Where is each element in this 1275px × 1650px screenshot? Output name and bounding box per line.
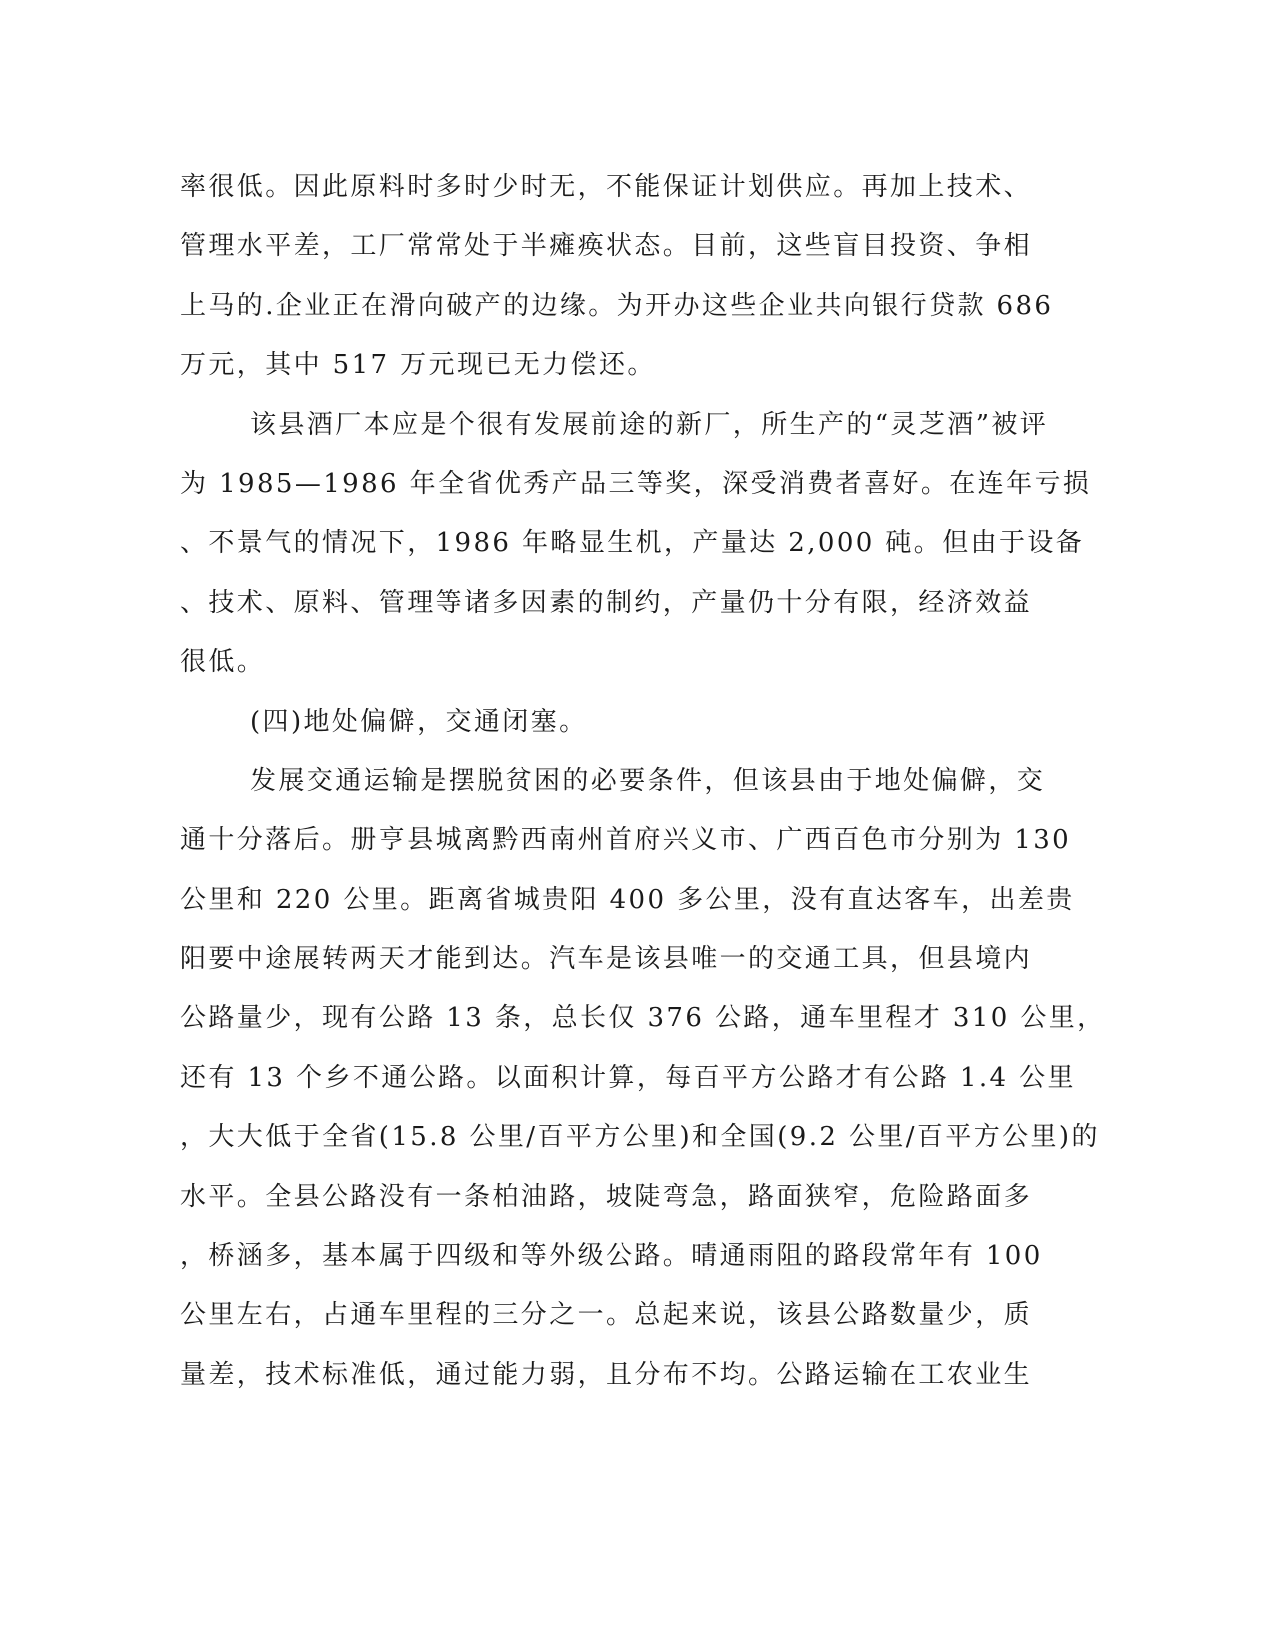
text-line: 公路量少，现有公路 13 条，总长仅 376 公路，通车里程才 310 公里， xyxy=(180,1003,1106,1034)
text-line: 万元，其中 517 万元现已无力偿还。 xyxy=(180,350,656,381)
text-line: 、不景气的情况下，1986 年略显生机，产量达 2,000 砘。但由于设备 xyxy=(180,528,1085,559)
paragraph-start-line: 该县酒厂本应是个很有发展前途的新厂，所生产的“灵芝酒”被评 xyxy=(250,409,1049,440)
text-line: 、技术、原料、管理等诸多因素的制约，产量仍十分有限，经济效益 xyxy=(180,587,1033,618)
text-line: 通十分落后。册亨县城离黔西南州首府兴义市、广西百色市分别为 130 xyxy=(180,825,1072,856)
text-line: 率很低。因此原料时多时少时无，不能保证计划供应。再加上技术、 xyxy=(180,172,1033,202)
body-text xyxy=(180,158,1106,1405)
text-line: 上马的.企业正在滑向破产的边缘。为开办这些企业共向银行贷款 686 xyxy=(180,290,1054,321)
text-line: 管理水平差，工厂常常处于半瘫痪状态。目前，这些盲目投资、争相 xyxy=(180,231,1033,262)
text-line: 公里左右，占通车里程的三分之一。总起来说，该县公路数量少，质 xyxy=(180,1300,1033,1331)
text-line: ，桥涵多，基本属于四级和等外级公路。晴通雨阻的路段常年有 100 xyxy=(180,1241,1043,1272)
section-heading: (四)地处偏僻，交通闭塞。 xyxy=(250,706,588,737)
text-line: ，大大低于全省(15.8 公里/百平方公里)和全国(9.2 公里/百平方公里)的 xyxy=(180,1122,1100,1153)
paragraph-start-line: 发展交通运输是摆脱贫困的必要条件，但该县由于地处偏僻，交 xyxy=(250,765,1046,796)
text-line: 为 1985—1986 年全省优秀产品三等奖，深受消费者喜好。在连年亏损 xyxy=(180,468,1092,499)
text-line: 还有 13 个乡不通公路。以面积计算，每百平方公路才有公路 1.4 公里 xyxy=(180,1062,1076,1093)
text-line: 阳要中途展转两天才能到达。汽车是该县唯一的交通工具，但县境内 xyxy=(180,944,1033,975)
text-line: 水平。全县公路没有一条柏油路，坡陡弯急，路面狭窄，危险路面多 xyxy=(180,1181,1033,1212)
text-line: 量差，技术标准低，通过能力弱，且分布不均。公路运输在工农业生 xyxy=(180,1359,1033,1390)
text-line: 公里和 220 公里。距离省城贵阳 400 多公里，没有直达客车，出差贵 xyxy=(180,884,1075,915)
text-line: 很低。 xyxy=(180,647,266,678)
